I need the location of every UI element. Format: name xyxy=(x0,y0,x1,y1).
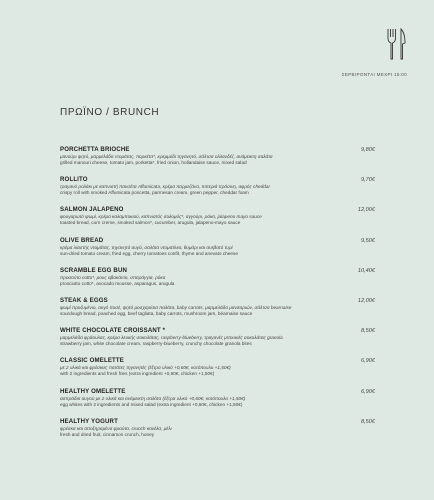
item-price: 8,50€ xyxy=(361,418,375,425)
menu-item xyxy=(60,146,375,166)
item-description-english: strawberry jam, white chocolate cream, raspberry-blueberry, crunchy chocolate granola bites xyxy=(60,341,252,347)
item-description-english: toasted bread, corn creme, smoked salmon*, cucumber, arugula, jalapeno-mayo sauce xyxy=(60,220,241,226)
item-description-english: sun-dried tomato cream, fried egg, cherry tomatoes confit, thyme and anevato cheese xyxy=(60,250,238,256)
menu-item xyxy=(60,418,375,438)
item-description-greek: φουγαρωτό ψωμί, κρέμα καλαμποκιού, καπνιστός σολομός*, αγγούρι, ρόκα, jalapeno mayo sauce xyxy=(60,214,262,220)
item-price: 8,50€ xyxy=(361,328,375,335)
item-description-greek: μαρμελάδα φράουλας, κρέμα λευκής σοκολάτας, raspberry-blueberry, τραγανές μπουκιές σοκολάτας granola xyxy=(60,335,283,341)
item-description-greek: τραγανό ρολάκι με καπνιστή πανσέτα Affumicata, κρέμα παρμεζάνα, πιπεριά πράσινη, αφρός cheddar xyxy=(60,184,271,190)
item-description-greek: μανούρι ψητό, μαρμελάδα ντομάτας, πορκέτα*, κρεμμύδι τηγανητό, σάλτσα ολλανδέζ, ανάμεικτη σαλάτα xyxy=(60,154,273,159)
item-name: HEALTHY OMELETTE xyxy=(60,387,126,395)
menu-item xyxy=(60,357,375,377)
item-name: ROLLITO xyxy=(60,176,88,184)
item-name: SCRAMBLE EGG BUN xyxy=(60,266,128,274)
item-description-english: sourdough bread, poached egg, beef tagliata, baby carrots, mushroom jam, béarnaise sauce xyxy=(60,311,253,317)
item-price: 10,40€ xyxy=(357,267,375,274)
item-description-english: fresh and dried fruit, cinnamon crunch, honey xyxy=(60,431,155,437)
menu-item xyxy=(60,297,375,317)
item-name: PORCHETTA BRIOCHE xyxy=(60,146,130,153)
item-price: 12,00€ xyxy=(357,297,375,304)
restaurant-logo-fork-knife-icon xyxy=(383,27,409,61)
item-price: 12,00€ xyxy=(357,207,375,214)
menu-list xyxy=(60,146,375,448)
item-name: OLIVE BREAD xyxy=(60,236,104,244)
item-description-english: egg whites with 2 ingredients and mixed salad (extra ingredient +0,60€, chicken +1,50€) xyxy=(60,401,243,407)
item-description-greek: κρέμα λιαστής ντομάτας, τηγανητό αυγό, σαλάτα ντοματίνια, θυμάρι και ανεβατό τυρί xyxy=(60,244,233,250)
item-description-english: grilled manouri cheese, tomato jam, porketta*, fried onion, hollandaise sauce, mixed salad xyxy=(60,160,247,166)
menu-item xyxy=(60,267,375,287)
menu-item xyxy=(60,388,375,408)
item-description-greek: φρέσκα και αποξηραμένα φρούτα, crunch κανέλα, μέλι xyxy=(60,425,172,431)
item-description-greek: ασπράδια αυγού με 2 υλικά και ανάμεικτη σαλάτα (έξτρα υλικό +0,60€, κοτόπουλο +1,50€) xyxy=(60,395,246,401)
item-name: WHITE CHOCOLATE CROISSANT * xyxy=(60,327,166,335)
item-price: 9,50€ xyxy=(361,237,375,244)
item-name: HEALTHY YOGURT xyxy=(60,417,118,425)
item-name: SALMON JALAPENO xyxy=(60,206,124,214)
item-description-greek: με 2 υλικά και φρέσκιες πατάτες τηγανητές (έξτρα υλικό +0,60€, κοτόπουλο +1,50€) xyxy=(60,365,231,371)
item-description-english: crispy roll with smoked Affumicata poncetta, parmesan cream, green pepper, cheddar foam xyxy=(60,190,249,196)
item-description-english: prosciutto cotto*, avocado mousse, asparagus, arugula xyxy=(60,280,175,286)
menu-item xyxy=(60,327,375,347)
item-price: 6,90€ xyxy=(361,358,375,365)
item-description-english: with 2 ingredients and fresh fries (extra ingredient +0,60€, chicken +1,50€) xyxy=(60,371,215,377)
serving-hours-note: ΣΕΡΒΙΡΟΝΤΑΙ ΜΕΧΡΙ 15:00 xyxy=(341,72,407,77)
item-price: 6,90€ xyxy=(361,388,375,395)
menu-item xyxy=(60,206,375,226)
item-description-greek: ψωμί προζυμένιο, αυγό ποσέ, ψητό μοσχαρίσια παλάτα, baby carrots, μαρμελάδα μανιταριών, σάλτσα bearnaise xyxy=(60,304,292,310)
menu-item xyxy=(60,176,375,196)
menu-item xyxy=(60,237,375,257)
item-description-greek: προσούτο cotto*, μους αβοκάντο, σπαράγγια, ρόκα xyxy=(60,274,166,280)
item-name: STEAK & EGGS xyxy=(60,296,108,304)
section-title: ΠΡΩΪΝΟ / BRUNCH xyxy=(60,107,160,118)
item-price: 9,80€ xyxy=(361,147,375,153)
item-name: CLASSIC OMELETTE xyxy=(60,357,125,365)
item-price: 9,70€ xyxy=(361,177,375,184)
